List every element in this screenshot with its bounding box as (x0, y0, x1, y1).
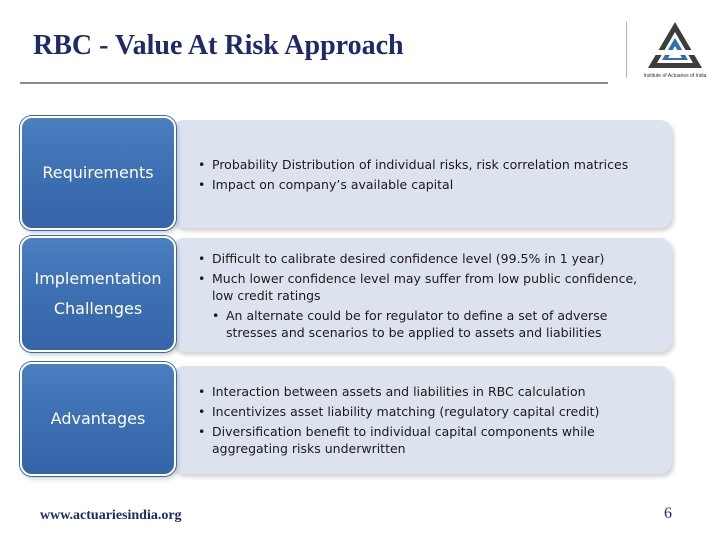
requirements-label-box (20, 116, 176, 230)
requirements-detail-box (172, 120, 672, 228)
list-item: • Probability Distribution of individual risks, risk correlation matrices (198, 156, 654, 173)
triangle-logo-icon (646, 20, 704, 72)
advantages-label-box (20, 362, 176, 476)
challenges-label-line-1: Implementation (34, 269, 162, 288)
title-underline (20, 82, 608, 84)
page-number: 6 (664, 505, 672, 522)
slide-title: RBC - Value At Risk Approach (33, 30, 404, 61)
list-item: • Incentivizes asset liability matching (regulatory capital credit) (198, 403, 654, 420)
list-item: • Diversification benefit to individual capital components while aggregating risks underwritten (198, 423, 654, 457)
footer-website-link[interactable]: www.actuariesindia.org (40, 508, 182, 523)
challenges-label-line-2: Challenges (53, 299, 143, 318)
advantages-label: Advantages (50, 409, 146, 428)
list-item: • An alternate could be for regulator to define a set of adverse stresses and scenarios to be applied to assets and liabilities (212, 307, 654, 341)
advantages-detail-box (172, 366, 672, 474)
challenges-detail-box (172, 238, 672, 352)
logo-divider (626, 22, 627, 78)
requirements-label: Requirements (42, 163, 154, 182)
challenges-label-box (20, 236, 176, 352)
list-item: • Impact on company’s available capital (198, 176, 654, 193)
list-item: • Interaction between assets and liabilities in RBC calculation (198, 383, 654, 400)
list-item: • Much lower confidence level may suffer from low public confidence, low credit ratings (198, 270, 654, 304)
logo-caption: Institute of Actuaries of India (643, 73, 707, 79)
list-item: • Difficult to calibrate desired confidence level (99.5% in 1 year) (198, 250, 654, 267)
institute-logo (634, 20, 716, 82)
